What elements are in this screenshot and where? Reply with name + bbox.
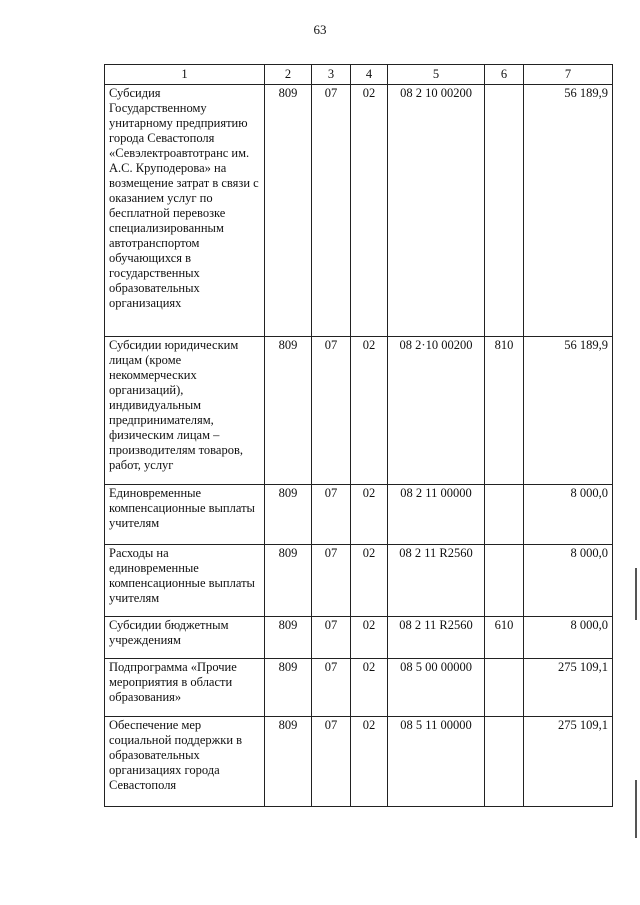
table-row <box>105 337 613 485</box>
row-code-3: 07 <box>312 545 351 617</box>
row-name: Субсидии юридическим лицам (кроме некоммерческих организаций), индивидуальным предпринимателям, физическим лицам – производителям товаров, работ, услуг <box>105 337 265 485</box>
header-cell: 4 <box>351 65 388 85</box>
row-code-3: 07 <box>312 659 351 717</box>
row-amount: 56 189,9 <box>524 337 613 485</box>
table-row <box>105 659 613 717</box>
row-name: Субсидия Государственному унитарному предприятию города Севастополя «Севэлектроавтотранс им. А.С. Круподерова» на возмещение затрат в связи с оказанием услуг по бесплатной перевозке специализированным автотранспортом обучающихся в государственных образовательных организациях <box>105 85 265 337</box>
table-row <box>105 717 613 807</box>
table-row <box>105 545 613 617</box>
row-code-2: 809 <box>265 485 312 545</box>
row-code-3: 07 <box>312 337 351 485</box>
header-cell: 3 <box>312 65 351 85</box>
table-row <box>105 485 613 545</box>
header-cell: 1 <box>105 65 265 85</box>
row-name: Единовременные компенсационные выплаты учителям <box>105 485 265 545</box>
table-row <box>105 617 613 659</box>
row-amount: 56 189,9 <box>524 85 613 337</box>
header-cell: 7 <box>524 65 613 85</box>
page-number: 63 <box>313 22 327 37</box>
header-cell: 2 <box>265 65 312 85</box>
row-code-5: 08 5 00 00000 <box>388 659 485 717</box>
row-code-4: 02 <box>351 545 388 617</box>
row-code-5: 08 2·10 00200 <box>388 337 485 485</box>
row-amount: 275 109,1 <box>524 659 613 717</box>
row-code-3: 07 <box>312 485 351 545</box>
row-code-4: 02 <box>351 659 388 717</box>
row-code-6: 610 <box>485 617 524 659</box>
header-row <box>105 65 613 85</box>
row-code-2: 809 <box>265 717 312 807</box>
row-code-5: 08 2 11 R2560 <box>388 545 485 617</box>
row-code-3: 07 <box>312 717 351 807</box>
row-code-4: 02 <box>351 337 388 485</box>
row-code-2: 809 <box>265 337 312 485</box>
row-amount: 8 000,0 <box>524 545 613 617</box>
row-code-2: 809 <box>265 545 312 617</box>
row-name: Обеспечение мер социальной поддержки в образовательных организациях города Севастополя <box>105 717 265 807</box>
row-code-6 <box>485 485 524 545</box>
row-code-5: 08 2 11 00000 <box>388 485 485 545</box>
row-code-2: 809 <box>265 85 312 337</box>
budget-table <box>104 64 613 807</box>
row-code-4: 02 <box>351 717 388 807</box>
row-code-5: 08 5 11 00000 <box>388 717 485 807</box>
row-code-5: 08 2 10 00200 <box>388 85 485 337</box>
row-code-6 <box>485 85 524 337</box>
row-code-6: 810 <box>485 337 524 485</box>
scan-edge-mark <box>635 568 637 620</box>
row-code-4: 02 <box>351 485 388 545</box>
row-code-3: 07 <box>312 617 351 659</box>
table-row <box>105 85 613 337</box>
row-name: Подпрограмма «Прочие мероприятия в области образования» <box>105 659 265 717</box>
row-amount: 8 000,0 <box>524 617 613 659</box>
row-code-5: 08 2 11 R2560 <box>388 617 485 659</box>
header-cell: 6 <box>485 65 524 85</box>
row-code-4: 02 <box>351 85 388 337</box>
row-code-6 <box>485 717 524 807</box>
row-code-2: 809 <box>265 659 312 717</box>
row-code-3: 07 <box>312 85 351 337</box>
row-code-4: 02 <box>351 617 388 659</box>
header-cell: 5 <box>388 65 485 85</box>
row-code-6 <box>485 545 524 617</box>
row-code-6 <box>485 659 524 717</box>
row-amount: 275 109,1 <box>524 717 613 807</box>
row-code-2: 809 <box>265 617 312 659</box>
scan-edge-mark <box>635 780 637 838</box>
row-amount: 8 000,0 <box>524 485 613 545</box>
row-name: Расходы на единовременные компенсационные выплаты учителям <box>105 545 265 617</box>
row-name: Субсидии бюджетным учреждениям <box>105 617 265 659</box>
